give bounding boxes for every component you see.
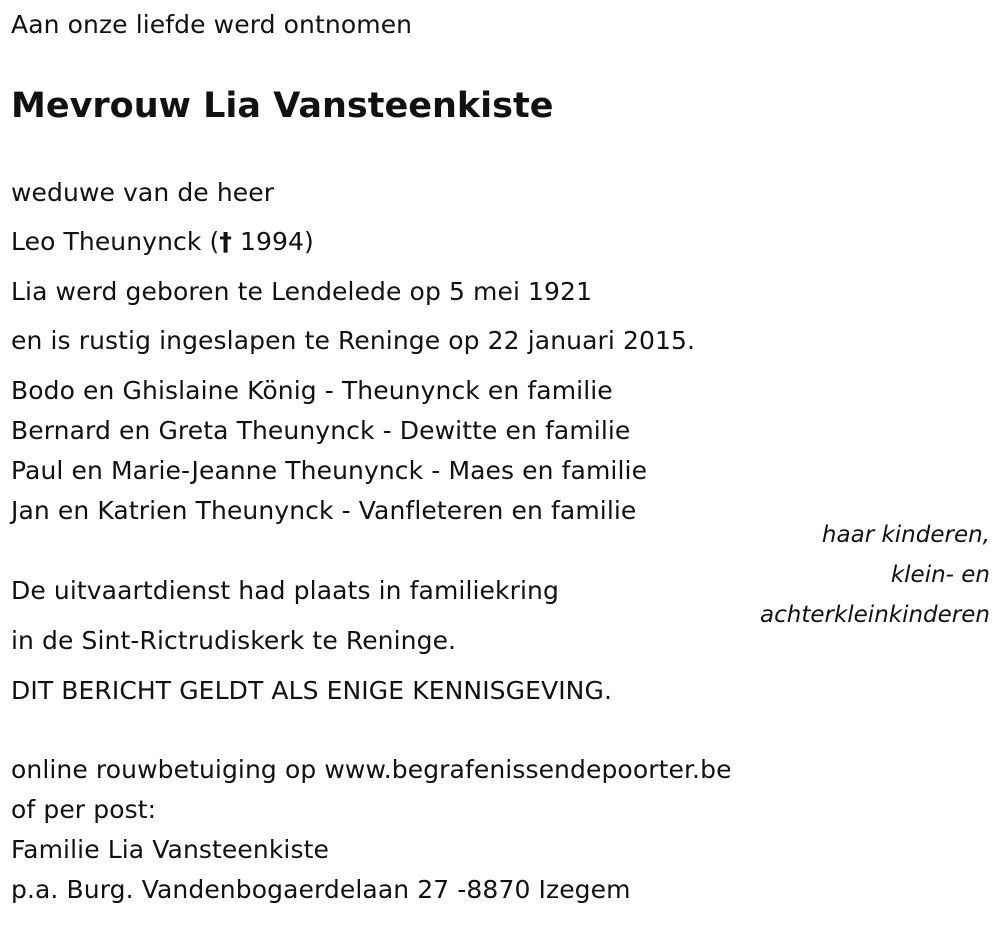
cross-icon: †: [219, 227, 232, 256]
deceased-name: Mevrouw Lia Vansteenkiste: [11, 86, 554, 126]
family-address-name: Familie Lia Vansteenkiste: [11, 835, 329, 864]
death-text: en is rustig ingeslapen te Reninge op 22 januari 2015.: [11, 326, 696, 355]
postal-address: p.a. Burg. Vandenbogaerdelaan 27 -8870 Izegem: [11, 875, 631, 904]
birth-text: Lia werd geboren te Lendelede op 5 mei 1921: [11, 277, 593, 306]
husband-year: 1994): [231, 227, 314, 256]
online-condolence-text: online rouwbetuiging op www.begrafenissendepoorter.be: [11, 755, 732, 784]
husband-line: [11, 227, 314, 257]
relatives-line: achterkleinkinderen: [760, 602, 990, 628]
intro-text: Aan onze liefde werd ontnomen: [11, 10, 413, 39]
family-line: Bernard en Greta Theunynck - Dewitte en familie: [11, 416, 631, 445]
widow-of-text: weduwe van de heer: [11, 178, 275, 207]
family-line: Jan en Katrien Theunynck - Vanfleteren en familie: [11, 496, 637, 525]
service-line: De uitvaartdienst had plaats in familiekring: [11, 576, 559, 605]
service-line: in de Sint-Rictrudiskerk te Reninge.: [11, 626, 457, 655]
family-line: Bodo en Ghislaine König - Theunynck en familie: [11, 376, 613, 405]
family-line: Paul en Marie-Jeanne Theunynck - Maes en familie: [11, 456, 648, 485]
husband-name: Leo Theunynck (: [11, 227, 220, 256]
relatives-line: klein- en: [890, 562, 990, 588]
by-post-text: of per post:: [11, 795, 157, 824]
notice-text: DIT BERICHT GELDT ALS ENIGE KENNISGEVING.: [11, 676, 612, 705]
relatives-line: haar kinderen,: [821, 522, 990, 548]
